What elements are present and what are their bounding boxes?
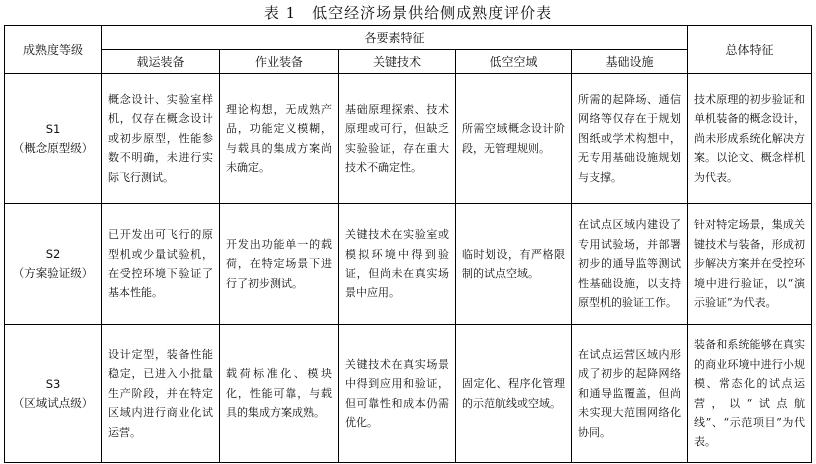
level-code: S3 [45, 376, 61, 391]
header-col-technology: 关键技术 [372, 55, 421, 69]
overall-cell: 技术原理的初步验证和单机装备的概念设计，尚未形成系统化解决方案。以论文、概念样机为代表。 [694, 92, 805, 184]
table-cell: 在试点区域内建设了专用试验场，并部署初步的通导监等测试性基础设施，以支持原型机的验证工作。 [578, 218, 681, 310]
overall-cell: 装备和系统能够在真实的商业环境中进行小规模、常态化的试点运营，以“试点航线”、“示范项目”为代表。 [694, 338, 805, 449]
header-col-carrier: 载运装备 [136, 55, 185, 69]
table-cell: 关键技术在实验室或模拟环境中得到验证，但尚未在真实场景中应用。 [345, 228, 449, 300]
table-cell: 概念设计、实验室样机，仅存在概念设计或初步原型，性能参数不明确，未进行实际飞行测试。 [108, 92, 213, 184]
table-title: 表 1 低空经济场景供给侧成熟度评价表 [263, 4, 553, 22]
table-cell: 载荷标准化、模块化，性能可靠，与载具的集成方案成熟。 [226, 367, 332, 420]
table-cell: 设计定型，装备性能稳定，已进入小批量生产阶段，并在特定区域内进行商业化试运营。 [108, 347, 213, 439]
level-code: S2 [45, 247, 61, 261]
table-cell: 基础原理探索、技术原理或可行，但缺乏实验验证，存在重大技术不确定性。 [345, 102, 449, 174]
table-cell: 固定化、程序化管理的示范航线或空域。 [462, 377, 565, 410]
header-level: 成熟度等级 [22, 43, 83, 57]
level-s2 [5, 204, 101, 324]
table-cell: 临时划设，有严格限制的试点空域。 [462, 247, 565, 280]
maturity-table [4, 25, 812, 463]
overall-cell: 针对特定场景，集成关键技术与装备，形成初步解决方案并在受控环境中进行验证，以“演示验证”为代表。 [694, 218, 805, 310]
header-col-airspace: 低空空域 [489, 55, 538, 69]
level-name: （方案验证级） [12, 266, 94, 280]
level-s3 [5, 325, 101, 462]
header-col-infrastructure: 基础设施 [605, 55, 654, 69]
table-cell: 所需的起降场、通信网络等仅存在于规划图纸或学术构想中，无专用基础设施规划与支撑。 [578, 92, 681, 184]
level-s1 [5, 74, 101, 203]
header-col-operation: 作业装备 [254, 55, 303, 69]
header-elements-group: 各要素特征 [364, 31, 425, 45]
header-overall: 总体特征 [725, 43, 774, 57]
level-name: （区域试点级） [12, 395, 94, 410]
table-cell: 所需空域概念设计阶段，无管理规则。 [462, 122, 565, 155]
level-code: S1 [45, 121, 61, 136]
level-name: （概念原型级） [12, 140, 94, 155]
table-cell: 理论构想，无成熟产品，功能定义模糊，与载具的集成方案尚未确定。 [226, 102, 332, 174]
table-cell: 关键技术在真实场景中得到应用和验证，但可靠性和成本仍需优化。 [345, 357, 449, 429]
table-cell: 在试点运营区域内形成了初步的起降网络和通导监覆盖，但尚未实现大范围网络化协同。 [578, 347, 681, 439]
table-cell: 开发出功能单一的载荷，在特定场景下进行了初步测试。 [226, 237, 332, 290]
table-cell: 已开发出可飞行的原型机或少量试验机，在受控环境下验证了基本性能。 [108, 228, 213, 300]
